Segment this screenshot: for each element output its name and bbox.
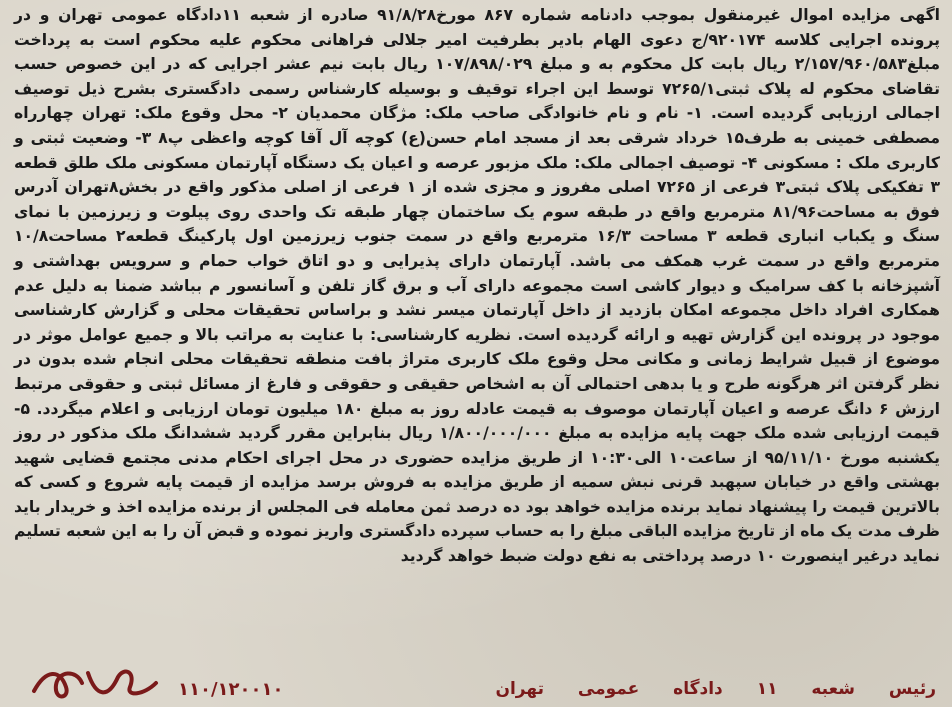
notice-footer [0, 665, 952, 707]
notice-code: ۱۱۰/۱۲۰۰۱۰ [178, 679, 284, 700]
notice-paragraph: اگهی مزایده اموال غیرمنقول بموجب دادنامه شماره ۸۶۷ مورخ۹۱/۸/۲۸ صادره از شعبه ۱۱دادگاه عمومی تهران و در پرونده اجرایی کلاسه ۹۲۰۱۷۴/ج دعوی الهام بادیر بطرفیت امیر جلالی فراهانی محکوم علیه محکوم است به پرداخت مبلغ۲/۱۵۷/۹۶۰/۵۸۳ ریال بابت کل محکوم به و مبلغ ۱۰۷/۸۹۸/۰۲۹ ریال بابت نیم عشر اجرایی که در این خصوص حسب تقاضای محکوم له پلاک ثبتی۷۲۶۵/۱ توسط این اجراء توقیف و بوسیله کارشناس رسمی دادگستری بشرح ذیل توصیف اجمالی ارزیابی گردیده است. ۱- نام و نام خانوادگی صاحب ملک: مژگان محمدیان ۲- محل وقوع ملک: تهران چهارراه مصطفی خمینی به طرف۱۵ خرداد شرقی بعد از مسجد امام حسن(ع) کوچه آل آقا کوچه واعظی پ۸ ۳- وضعیت ثبتی و کاربری ملک : مسکونی ۴- توصیف اجمالی ملک: ملک مزبور عرصه و اعیان یک دستگاه آپارتمان مسکونی ملک طلق قطعه ۳ تفکیکی پلاک ثبتی۳ فرعی از ۷۲۶۵ اصلی مفروز و مجزی شده از ۱ فرعی از اصلی مذکور واقع در بخش۸تهران آدرس فوق به مساحت۸۱/۹۶ مترمربع واقع در طبقه سوم یک ساختمان چهار طبقه تک واحدی روی پیلوت و زیرزمین با نمای سنگ و یکباب انباری قطعه ۳ مساحت ۱۶/۳ مترمربع واقع در سمت جنوب زیرزمین اول پارکینگ قطعه۲ مساحت۱۰/۸ مترمربع واقع در سمت غرب همکف می باشد. آپارتمان دارای پذیرایی و دو اتاق خواب حمام و سرویس بهداشتی و آشپزخانه با کف سرامیک و دیوار کاشی است مجموعه دارای آب و برق گاز تلفن و آسانسور م بباشد ضمنا به دلیل عدم همکاری افراد داخل مجموعه امکان بازدید از داخل آپارتمان میسر نشد و براساس تحقیقات محلی و گزارش کارشناسی موجود در پرونده این گزارش تهیه و ارائه گردیده است. نظریه کارشناسی: با عنایت به مراتب بالا و جمیع عوامل موثر در موضوع از قبیل شرایط زمانی و مکانی محل وقوع ملک کاربری متراژ بافت منطقه تحقیقات محلی انجام شده بدون در نظر گرفتن اثر هرگونه طرح و یا بدهی احتمالی آن به اشخاص حقیقی و حقوقی و فارغ از مسائل ثبتی و حقوقی مرتبط ارزش ۶ دانگ عرصه و اعیان آپارتمان موصوف به قیمت عادله روز به مبلغ ۱۸۰ میلیون تومان ارزیابی و اعلام میگردد. ۵- قیمت ارزیابی شده ملک جهت پایه مزایده به مبلغ ۱/۸۰۰/۰۰۰/۰۰۰ ریال بنابراین مقرر گردید ششدانگ ملک مذکور در روز یکشنبه مورخ ۹۵/۱۱/۱۰ از ساعت۱۰ الی۱۰:۳۰ از طریق مزایده حضوری در محل اجرای احکام مدنی مجتمع قضایی شهید بهشتی واقع در خیابان سپهبد قرنی نبش سمیه از طریق مزایده به فروش برسد مزایده از قیمت پایه شروع و کسی که بالاترین قیمت را پیشنهاد نماید برنده مزایده خواهد بود ده درصد ثمن معامله فی المجلس از برنده مزایده اخذ و خریدار باید ظرف مدت یک ماه از تاریخ مزایده الباقی مبلغ را به حساب سپرده دادگستری واریز نموده و قبض آن را به این شعبه تسلیم نماید درغیر اینصورت ۱۰ درصد پرداختی به نفع دولت ضبط خواهد گردید [14, 6, 941, 566]
auction-notice-text [14, 3, 940, 569]
signature-line: رئیس شعبه ۱۱ دادگاه عمومی تهران [495, 679, 936, 699]
handwritten-mark-icon [26, 661, 166, 705]
